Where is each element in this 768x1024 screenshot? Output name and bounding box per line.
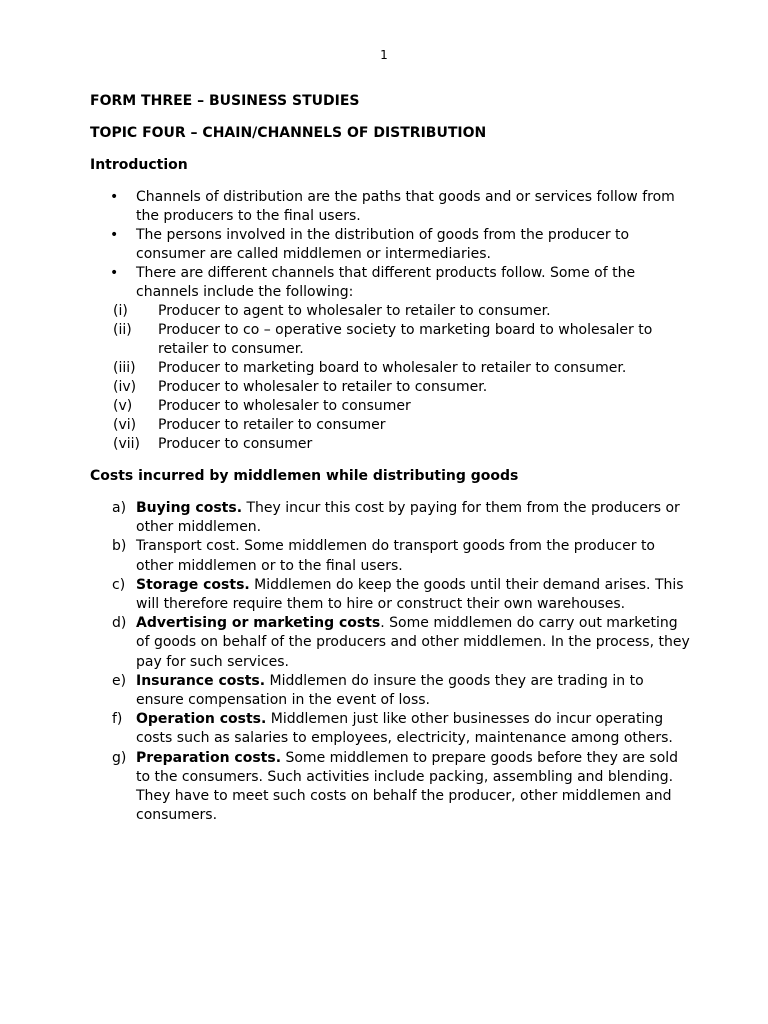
channel-number: (v) [113,398,133,414]
cost-item [90,499,690,537]
bullet-text: Channels of distribution are the paths that goods and or services follow from the producers to the final users. [136,189,675,224]
bullet-icon: • [110,227,119,243]
cost-text: Middlemen do keep the goods until their demand arises. This will therefore require them to hire or construct their own warehouses. [136,576,684,613]
cost-text: Some middlemen to prepare goods before they are sold to the consumers. Such activities include packing, assembling and blending. They have to meet such costs on behalf the producer, other middlemen and consumers. [136,749,679,824]
channels-list [90,302,690,454]
cost-item [90,710,690,748]
channel-item [90,378,690,397]
bullet-text: The persons involved in the distribution of goods from the producer to consumer are called middlemen or intermediaries. [136,227,630,262]
channel-number: (i) [113,303,128,319]
channel-number: (iii) [113,360,136,376]
channel-number: (vi) [113,417,137,433]
costs-heading: Costs incurred by middlemen while distributing goods [90,468,519,484]
cost-title: Operation costs. [136,711,267,728]
channel-text: Producer to retailer to consumer [158,417,386,433]
cost-letter: d) [112,615,127,632]
section-spacer [90,454,690,467]
channel-item [90,321,690,359]
channel-text: Producer to co – operative society to marketing board to wholesaler to retailer to consumer. [158,322,653,357]
cost-text: Middlemen do insure the goods they are trading in to ensure compensation in the event of loss. [136,672,644,709]
cost-title: Preparation costs. [136,749,282,766]
introduction-heading: Introduction [90,157,188,173]
cost-letter: a) [112,500,127,516]
channel-item [90,416,690,435]
cost-title: Buying costs. [136,500,243,516]
channel-number: (vii) [113,436,140,452]
bullet-item [90,226,690,264]
introduction-bullet-list [90,188,690,302]
cost-item [90,576,690,614]
bullet-text: There are different channels that different products follow. Some of the channels include the following: [136,265,636,300]
cost-item [90,749,690,826]
cost-text: Middlemen just like other businesses do incur operating costs such as salaries to employees, electricity, maintenance among others. [136,711,673,747]
channel-text: Producer to marketing board to wholesaler to retailer to consumer. [158,360,627,376]
channel-text: Producer to consumer [158,436,313,452]
costs-list [90,499,690,825]
bullet-icon: • [110,189,119,205]
channel-text: Producer to wholesaler to retailer to consumer. [158,379,488,395]
cost-text: Transport cost. Some middlemen do transport goods from the producer to other middlemen or to the final users. [136,538,655,574]
bullet-item [90,264,690,302]
topic-title: TOPIC FOUR – CHAIN/CHANNELS OF DISTRIBUTION [90,125,487,141]
cost-item [90,537,690,575]
cost-item [90,672,690,710]
cost-title: Insurance costs. [136,672,266,689]
channel-item [90,359,690,378]
cost-letter: g) [112,749,127,766]
cost-letter: e) [112,672,127,689]
channel-item [90,397,690,416]
channel-text: Producer to agent to wholesaler to retailer to consumer. [158,303,551,319]
page-number: 1 [380,48,388,62]
channel-number: (ii) [113,322,132,338]
cost-item [90,614,690,672]
form-title: FORM THREE – BUSINESS STUDIES [90,93,360,109]
channel-item [90,435,690,454]
cost-letter: b) [112,538,127,555]
document-body [90,92,690,825]
bullet-item [90,188,690,226]
channel-item [90,302,690,321]
cost-letter: c) [112,576,126,593]
channel-number: (iv) [113,379,137,395]
cost-title: Advertising or marketing costs [136,615,381,632]
cost-text: They incur this cost by paying for them from the producers or other middlemen. [136,500,680,536]
bullet-icon: • [110,265,119,281]
cost-title: Storage costs. [136,576,250,593]
channel-text: Producer to wholesaler to consumer [158,398,411,414]
cost-text: . Some middlemen do carry out marketing of goods on behalf of the producers and other middlemen. In the process, they pay for such services. [136,615,690,670]
cost-letter: f) [112,711,123,728]
